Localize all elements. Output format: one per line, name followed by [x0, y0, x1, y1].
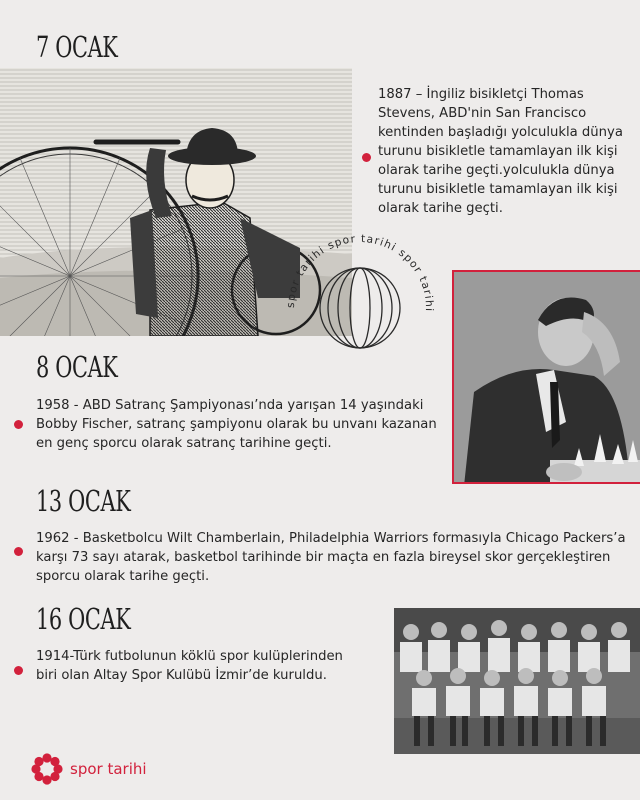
date-heading-13-ocak: 13 OCAK: [36, 484, 131, 518]
bullet-dot-16-ocak: [14, 666, 23, 675]
bullet-dot-8-ocak: [14, 420, 23, 429]
date-heading-7-ocak: 7 OCAK: [36, 30, 118, 64]
brand-logo: [30, 752, 190, 788]
flower-logo-icon: [30, 752, 64, 786]
event-text-8-ocak: 1958 - ABD Satranç Şampiyonası’nda yarışan 14 yaşındaki Bobby Fischer, satranç şampiyonu olarak bu unvanı kazanan en genç sporcu olarak satranç tarihine geçti.: [36, 398, 437, 451]
svg-text:spor tarihi spor tarihi spor t: [285, 233, 435, 312]
globe-icon: [320, 268, 400, 348]
bullet-dot-7-ocak: [362, 153, 371, 162]
date-heading-8-ocak: 8 OCAK: [36, 350, 118, 384]
event-text-13-ocak: 1962 - Basketbolcu Wilt Chamberlain, Philadelphia Warriors formasıyla Chicago Packers’a karşı 73 sayı atarak, basketbol tarihinde bir maçta en fazla bireysel skor gerçekleştiren sporcu olarak tarihe geçti.: [36, 531, 626, 584]
stamp-circle-text: spor tarihi spor tarihi spor tarihi: [284, 232, 436, 313]
spor-tarihi-stamp: [280, 228, 440, 388]
date-heading-16-ocak: 16 OCAK: [36, 602, 131, 636]
brand-name: spor tarihi: [70, 760, 147, 778]
event-text-16-ocak: 1914-Türk futbolunun köklü spor kulüplerinden biri olan Altay Spor Kulübü İzmir’de kuruldu.: [36, 649, 343, 683]
altay-team-photo: [394, 608, 640, 754]
fischer-chess-photo: [452, 270, 640, 484]
bullet-dot-13-ocak: [14, 547, 23, 556]
event-text-7-ocak: 1887 – İngiliz bisikletçi Thomas Stevens, ABD'nin San Francisco kentinden başladığı yolculukla dünya turunu bisikletle tamamlayan ilk kişi olarak tarihe geçti.yolculukla dünya turunu bisikletle tamamlayan ilk kişi olarak tarihe geçti.: [378, 87, 623, 216]
